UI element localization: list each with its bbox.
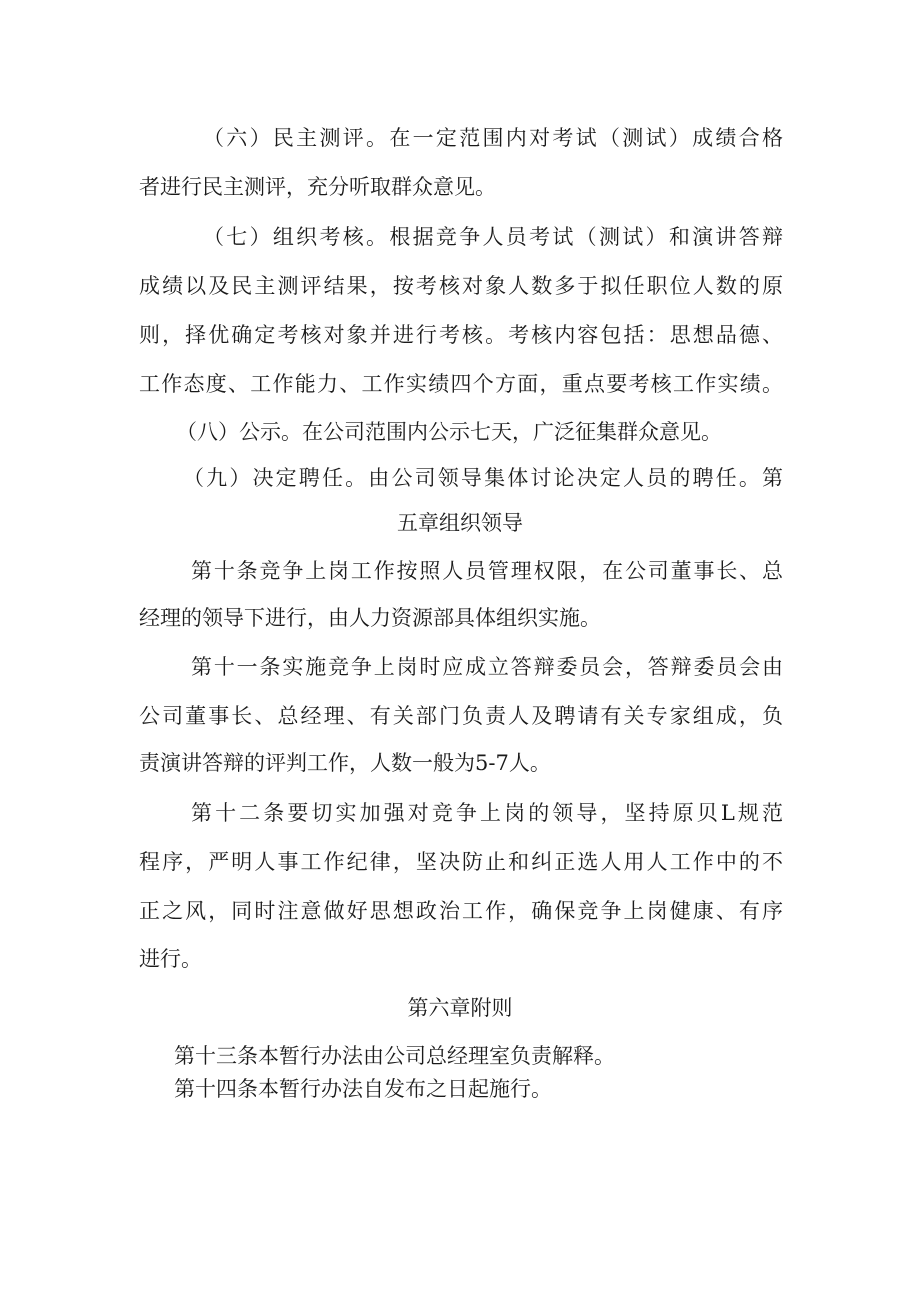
article-11-line-2: 公司董事长、总经理、有关部门负责人及聘请有关专家组成，负 <box>139 704 783 728</box>
chapter-6-heading: 第六章附则 <box>407 996 513 1020</box>
para-7-line-4: 工作态度、工作能力、工作实绩四个方面，重点要考核工作实绩。 <box>139 372 783 396</box>
article-10-line-1: 第十条竞争上岗工作按照人员管理权限，在公司董事长、总 <box>191 559 783 583</box>
article-12-line-2: 程序，严明人事工作纪律，坚决防止和纠正选人用人工作中的不 <box>139 850 783 874</box>
article-12-line-4: 进行。 <box>139 947 202 971</box>
article-11-line-3: 责演讲答辩的评判工作，人数一般为5-7人。 <box>139 751 551 775</box>
para-9-line-1: （九）决定聘任。由公司领导集体讨论决定人员的聘任。第 <box>183 466 783 490</box>
article-10-line-2: 经理的领导下进行，由人力资源部具体组织实施。 <box>139 606 601 630</box>
article-13: 第十三条本暂行办法由公司总经理室负责解释。 <box>174 1044 615 1068</box>
article-11-line-1: 第十一条实施竞争上岗时应成立答辩委员会，答辩委员会由 <box>191 655 783 679</box>
para-6-line-1: （六）民主测评。在一定范围内对考试（测试）成绩合格 <box>203 126 783 150</box>
article-14: 第十四条本暂行办法自发布之日起施行。 <box>174 1077 552 1101</box>
para-6-line-2: 者进行民主测评，充分听取群众意见。 <box>139 175 496 199</box>
para-7-line-1: （七）组织考核。根据竞争人员考试（测试）和演讲答辩 <box>203 225 783 249</box>
article-12-line-3: 正之风，同时注意做好思想政治工作，确保竞争上岗健康、有序 <box>139 899 783 923</box>
para-7-line-3: 则，择优确定考核对象并进行考核。考核内容包括：思想品德、 <box>139 323 783 347</box>
chapter-5-heading: 五章组织领导 <box>397 511 523 535</box>
article-12-line-1: 第十二条要切实加强对竞争上岗的领导，坚持原贝L规范 <box>191 801 783 825</box>
para-8-line-1: （八）公示。在公司范围内公示七天，广泛征集群众意见。 <box>176 420 722 444</box>
para-7-line-2: 成绩以及民主测评结果，按考核对象人数多于拟任职位人数的原 <box>139 274 783 298</box>
